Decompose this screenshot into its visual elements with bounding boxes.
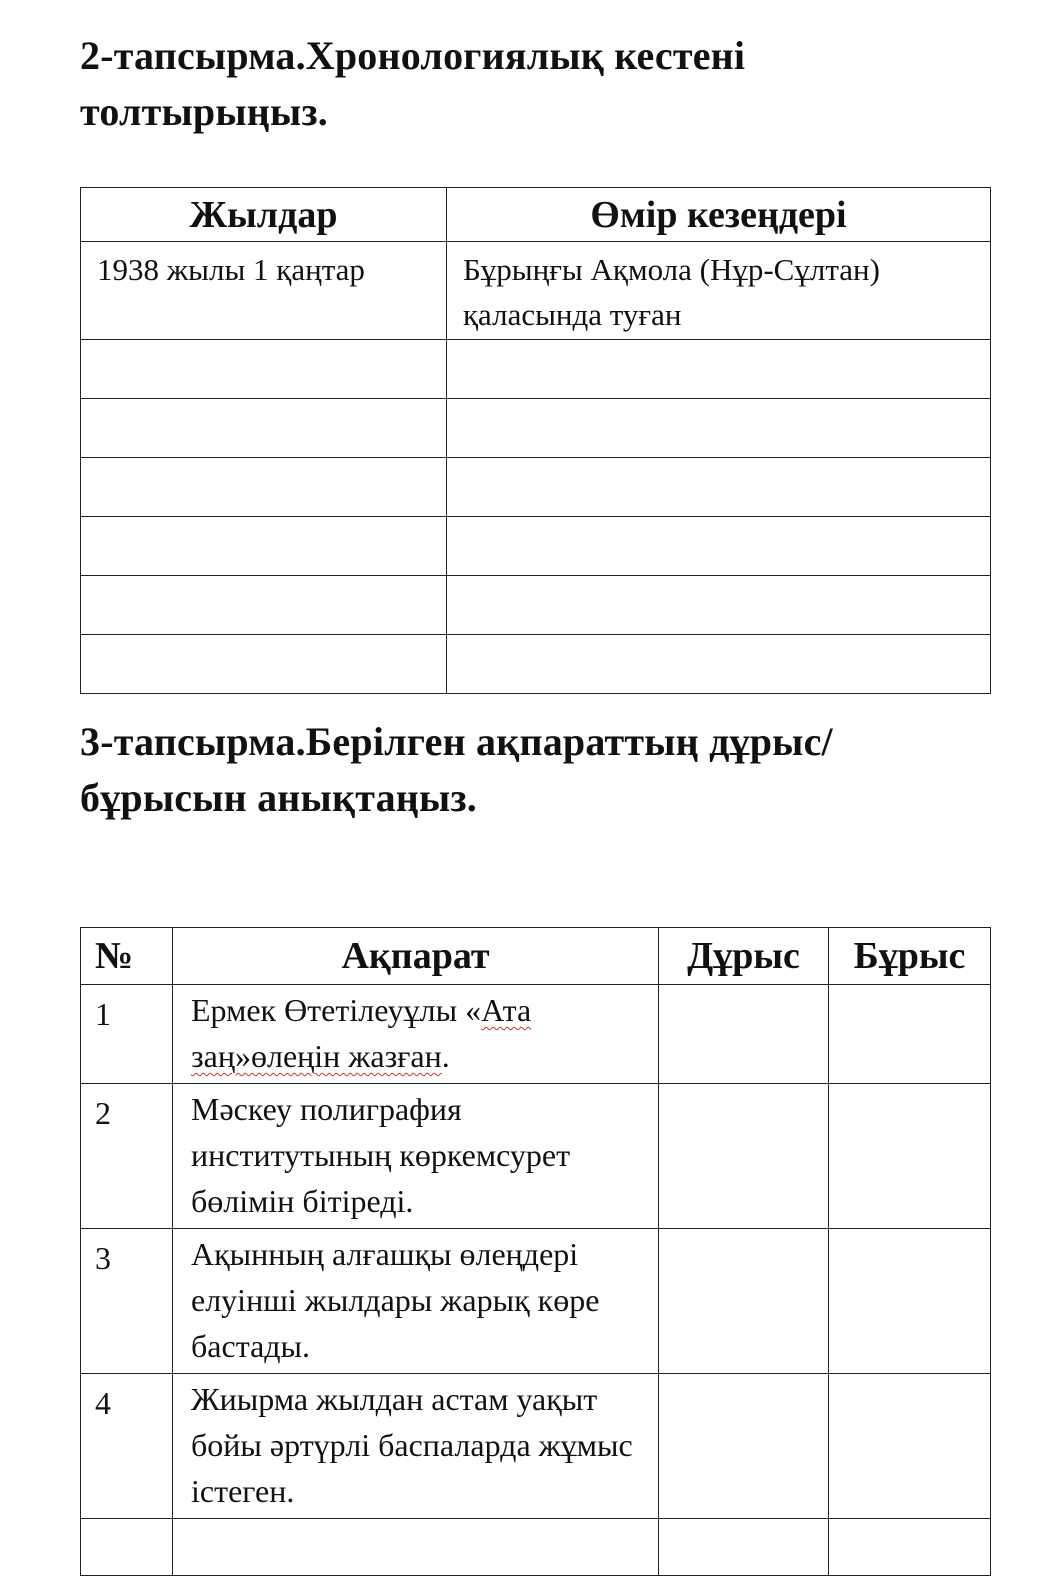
period-cell[interactable] bbox=[447, 458, 991, 517]
year-cell[interactable]: 1938 жылы 1 қаңтар bbox=[81, 242, 447, 340]
chronology-table bbox=[80, 187, 991, 694]
statement-cell: Жиырма жылдан астам уақыт бойы әртүрлі баспаларда жұмыс істеген. bbox=[173, 1374, 659, 1519]
wrong-cell[interactable] bbox=[829, 1229, 991, 1374]
table-row bbox=[81, 340, 991, 399]
table-row bbox=[81, 635, 991, 694]
wrong-cell[interactable] bbox=[829, 1084, 991, 1229]
header-correct: Дұрыс bbox=[659, 928, 829, 985]
year-cell[interactable] bbox=[81, 576, 447, 635]
period-cell[interactable] bbox=[447, 576, 991, 635]
row-number: 4 bbox=[81, 1374, 173, 1519]
task3-title: 3-тапсырма.Берілген ақпараттың дұрыс/бұрысын анықтаңыз. bbox=[80, 719, 833, 820]
correct-cell[interactable] bbox=[659, 1519, 829, 1576]
year-cell[interactable] bbox=[81, 635, 447, 694]
spellcheck-marked-text: Ата заң»өлеңін жазған bbox=[191, 992, 532, 1074]
header-years: Жылдар bbox=[81, 188, 447, 242]
header-number: № bbox=[81, 928, 173, 985]
statement-cell bbox=[173, 985, 659, 1084]
row-number: 1 bbox=[81, 985, 173, 1084]
year-cell[interactable] bbox=[81, 399, 447, 458]
statement-cell: Ақынның алғашқы өлеңдері елуінші жылдары жарық көре бастады. bbox=[173, 1229, 659, 1374]
true-false-table bbox=[80, 927, 991, 1576]
period-cell[interactable] bbox=[447, 399, 991, 458]
table-row bbox=[81, 458, 991, 517]
row-number bbox=[81, 1519, 173, 1576]
row-number: 3 bbox=[81, 1229, 173, 1374]
table-row bbox=[81, 399, 991, 458]
period-cell[interactable] bbox=[447, 340, 991, 399]
header-information: Ақпарат bbox=[173, 928, 659, 985]
correct-cell[interactable] bbox=[659, 985, 829, 1084]
table-row bbox=[81, 242, 991, 340]
table-row bbox=[81, 576, 991, 635]
row-number: 2 bbox=[81, 1084, 173, 1229]
table-row bbox=[81, 1229, 991, 1374]
statement-end: . bbox=[441, 1038, 450, 1074]
table-row bbox=[81, 1374, 991, 1519]
statement-text: Ермек Өтетілеуұлы « bbox=[191, 992, 482, 1028]
header-life-periods: Өмір кезеңдері bbox=[447, 188, 991, 242]
wrong-cell[interactable] bbox=[829, 1519, 991, 1576]
table-row bbox=[81, 1519, 991, 1576]
wrong-cell[interactable] bbox=[829, 985, 991, 1084]
correct-cell[interactable] bbox=[659, 1229, 829, 1374]
year-cell[interactable] bbox=[81, 458, 447, 517]
period-cell[interactable] bbox=[447, 517, 991, 576]
wrong-cell[interactable] bbox=[829, 1374, 991, 1519]
table-header-row bbox=[81, 928, 991, 985]
table-row bbox=[81, 517, 991, 576]
year-cell[interactable] bbox=[81, 340, 447, 399]
statement-cell: Мәскеу полиграфия институтының көркемсурет бөлімін бітіреді. bbox=[173, 1084, 659, 1229]
year-cell[interactable] bbox=[81, 517, 447, 576]
task2-title: 2-тапсырма.Хронологиялық кестені толтырыңыз. bbox=[80, 33, 746, 134]
statement-cell bbox=[173, 1519, 659, 1576]
table-row bbox=[81, 1084, 991, 1229]
period-cell[interactable]: Бұрыңғы Ақмола (Нұр-Сұлтан) қаласында туған bbox=[447, 242, 991, 340]
table-header-row bbox=[81, 188, 991, 242]
correct-cell[interactable] bbox=[659, 1374, 829, 1519]
header-wrong: Бұрыс bbox=[829, 928, 991, 985]
correct-cell[interactable] bbox=[659, 1084, 829, 1229]
table-row bbox=[81, 985, 991, 1084]
period-cell[interactable] bbox=[447, 635, 991, 694]
